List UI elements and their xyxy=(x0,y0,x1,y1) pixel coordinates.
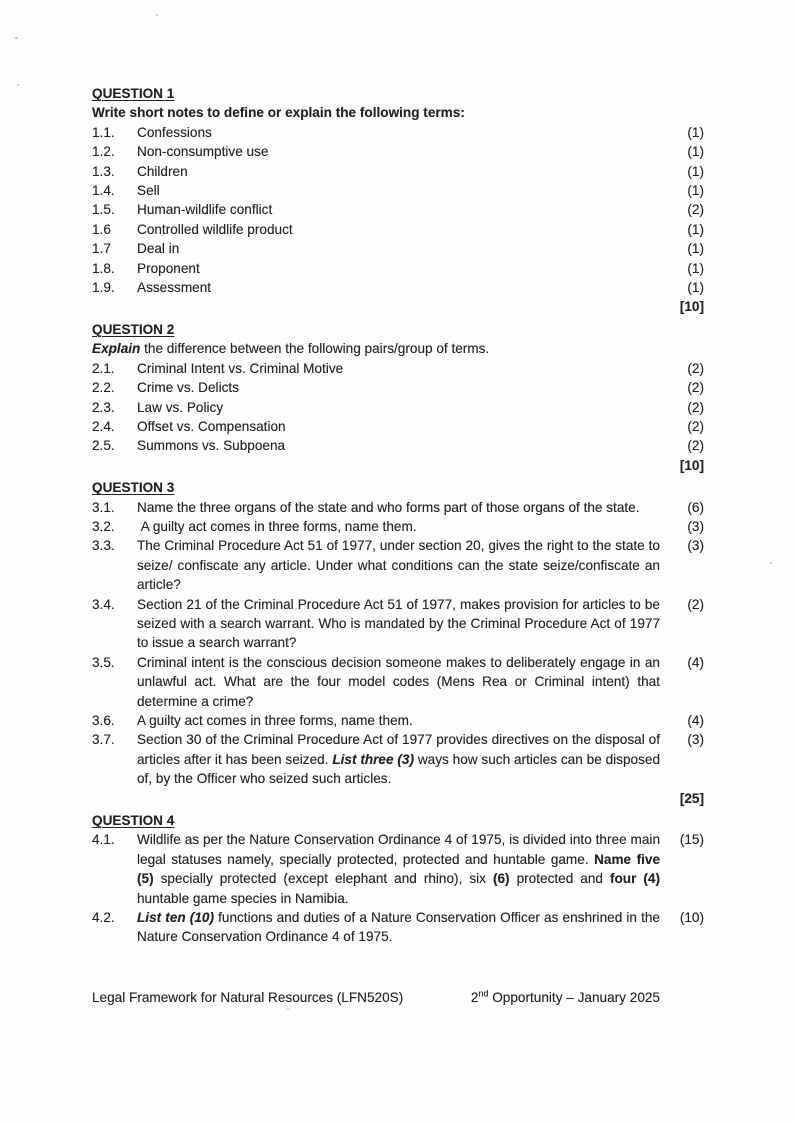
question-item xyxy=(92,359,704,378)
question-intro xyxy=(92,339,704,358)
text-run: specially protected (except elephant and rhino), six xyxy=(153,871,493,887)
question-total: [10] xyxy=(679,457,704,473)
text-run: huntable game species in Namibia. xyxy=(137,890,349,906)
question-heading: QUESTION 4 xyxy=(92,813,175,829)
item-marks: (2) xyxy=(687,399,704,415)
item-number: 4.2. xyxy=(92,910,115,926)
question-item xyxy=(92,181,704,200)
item-number: 1.8. xyxy=(92,260,115,276)
item-number: 3.4. xyxy=(92,596,115,612)
question-item xyxy=(92,378,704,397)
item-text xyxy=(137,830,660,908)
item-number: 1.3. xyxy=(92,163,115,179)
text-run: Section 21 of the Criminal Procedure Act 51 of 1977, makes provision for articles to be seized with a search warrant. Who is mandated by the Criminal Procedure Act of 1977 to issue a search warrant? xyxy=(137,596,660,651)
item-text xyxy=(137,908,660,947)
text-run: Controlled wildlife product xyxy=(137,221,293,237)
item-marks: (2) xyxy=(687,438,704,454)
item-marks: (2) xyxy=(687,202,704,218)
text-run: List three (3) xyxy=(332,751,415,767)
question-item xyxy=(92,653,704,711)
text-run: The Criminal Procedure Act 51 of 1977, under section 20, gives the right to the state to seize/ confiscate any article. Under what conditions can the state seize/confiscate an article? xyxy=(137,538,660,593)
question-item xyxy=(92,830,704,908)
question-item xyxy=(92,123,704,142)
text-run: the difference between the following pairs/group of terms. xyxy=(140,341,490,357)
item-text xyxy=(137,517,660,536)
item-marks: (1) xyxy=(687,221,704,237)
question-heading: QUESTION 1 xyxy=(92,86,175,101)
item-number: 3.2. xyxy=(92,518,115,534)
text-run: Explain xyxy=(92,341,141,357)
question-total: [10] xyxy=(679,299,704,315)
text-run: Offset vs. Compensation xyxy=(137,418,286,434)
text-run: Name the three organs of the state and who forms part of those organs of the state. xyxy=(137,499,640,515)
question-item xyxy=(92,730,704,788)
scan-artifact xyxy=(770,562,772,564)
text-run: ways how such articles can be disposed of, by the Officer who seized such articles. xyxy=(137,751,661,787)
text-run: protected and xyxy=(509,871,610,887)
footer-session-prefix: 2 xyxy=(470,990,479,1005)
item-text xyxy=(137,417,660,436)
text-run: (6) xyxy=(492,871,510,887)
footer-session-ordinal: nd xyxy=(478,988,489,999)
item-text xyxy=(137,162,660,181)
item-text xyxy=(137,278,660,297)
text-run: Sell xyxy=(137,183,160,199)
item-marks: (3) xyxy=(687,538,704,554)
item-number: 1.9. xyxy=(92,280,115,296)
item-marks: (1) xyxy=(687,124,704,140)
item-text xyxy=(137,536,660,594)
item-text xyxy=(137,142,660,161)
item-text xyxy=(137,398,660,417)
item-marks: (15) xyxy=(679,832,704,848)
item-number: 2.2. xyxy=(92,380,115,396)
item-number: 3.3. xyxy=(92,538,115,554)
item-marks: (3) xyxy=(687,732,704,748)
text-run: Confessions xyxy=(137,124,212,140)
text-run: Assessment xyxy=(137,280,212,296)
item-text xyxy=(137,359,660,378)
item-text xyxy=(137,498,660,517)
question-section xyxy=(92,84,704,317)
item-number: 2.1. xyxy=(92,360,115,376)
item-text xyxy=(137,220,660,239)
text-run: functions and duties of a Nature Conservation Officer as enshrined in the Nature Conservation Ordinance 4 of 1975. xyxy=(137,910,660,945)
item-number: 2.3. xyxy=(92,399,115,415)
text-run: four (4) xyxy=(609,871,660,887)
item-marks: (1) xyxy=(687,144,704,160)
text-run: Summons vs. Subpoena xyxy=(137,438,286,454)
question-item xyxy=(92,142,704,161)
item-marks: (2) xyxy=(687,360,704,376)
text-run: Criminal intent is the conscious decision someone makes to deliberately engage in an unlawful act. What are the four model codes (Mens Rea or Criminal intent) that determine a crime? xyxy=(137,654,660,709)
question-item xyxy=(92,278,704,297)
footer-course-code: Legal Framework for Natural Resources (LFN520S) xyxy=(92,990,404,1005)
footer-session-rest: Opportunity – January 2025 xyxy=(488,990,660,1005)
text-run: Human-wildlife conflict xyxy=(137,202,273,218)
item-marks: (1) xyxy=(687,260,704,276)
question-item xyxy=(92,417,704,436)
item-text xyxy=(137,730,660,788)
item-number: 1.1. xyxy=(92,124,115,140)
item-marks: (2) xyxy=(687,596,704,612)
question-section xyxy=(92,478,704,808)
text-run: Wildlife as per the Nature Conservation Ordinance 4 of 1975, is divided into three main legal statuses namely, specially protected, protected and huntable game. xyxy=(137,832,660,867)
text-run: Section 30 of the Criminal Procedure Act of 1977 provides directives on the disposal of articles after it has been seized. xyxy=(137,732,660,767)
item-number: 1.7 xyxy=(92,241,111,257)
item-marks: (4) xyxy=(687,654,704,670)
item-number: 1.6 xyxy=(92,221,111,237)
item-number: 3.5. xyxy=(92,654,115,670)
item-marks: (1) xyxy=(687,241,704,257)
item-number: 3.6. xyxy=(92,713,115,728)
text-run: Deal in xyxy=(137,241,180,257)
text-run: A guilty act comes in three forms, name them. xyxy=(137,713,413,728)
question-item xyxy=(92,536,704,594)
question-section xyxy=(92,811,704,947)
text-run: Law vs. Policy xyxy=(137,399,224,415)
item-text xyxy=(137,653,660,711)
questions xyxy=(92,84,704,947)
page-footer xyxy=(92,988,660,1007)
item-marks: (1) xyxy=(687,183,704,199)
item-number: 4.1. xyxy=(92,832,115,848)
item-text xyxy=(137,200,660,219)
item-marks: (6) xyxy=(687,499,704,515)
item-text xyxy=(137,239,660,258)
item-marks: (2) xyxy=(687,380,704,396)
text-run: Crime vs. Delicts xyxy=(137,380,239,396)
text-run: Name five (5) xyxy=(137,851,660,887)
question-section xyxy=(92,320,704,475)
item-text xyxy=(137,711,660,730)
text-run: Write short notes to define or explain the following terms: xyxy=(92,105,465,121)
text-run: List ten (10) xyxy=(137,910,214,926)
question-heading: QUESTION 2 xyxy=(92,321,175,337)
question-item xyxy=(92,908,704,947)
text-run: Children xyxy=(137,163,188,179)
question-item xyxy=(92,200,704,219)
question-item xyxy=(92,259,704,278)
question-item xyxy=(92,239,704,258)
item-number: 1.5. xyxy=(92,202,115,218)
text-run: A guilty act comes in three forms, name them. xyxy=(137,518,417,534)
item-text xyxy=(137,259,660,278)
question-item xyxy=(92,220,704,239)
item-number: 1.2. xyxy=(92,144,115,160)
item-text xyxy=(137,123,660,142)
item-marks: (1) xyxy=(687,280,704,296)
question-item xyxy=(92,595,704,653)
question-item xyxy=(92,162,704,181)
item-text xyxy=(137,436,660,455)
question-item xyxy=(92,711,704,730)
text-run: Proponent xyxy=(137,260,200,276)
scan-artifact xyxy=(286,1008,290,1010)
scan-artifact xyxy=(15,37,18,39)
question-item xyxy=(92,398,704,417)
item-text xyxy=(137,378,660,397)
text-run: Non-consumptive use xyxy=(137,144,269,160)
item-number: 3.7. xyxy=(92,732,115,748)
item-number: 2.5. xyxy=(92,438,115,454)
text-run: Criminal Intent vs. Criminal Motive xyxy=(137,360,344,376)
question-item xyxy=(92,517,704,536)
item-marks: (2) xyxy=(687,418,704,434)
item-marks: (3) xyxy=(687,518,704,534)
item-text xyxy=(137,181,660,200)
scan-artifact xyxy=(156,14,158,16)
item-marks: (10) xyxy=(679,910,704,926)
question-item xyxy=(92,498,704,517)
item-number: 2.4. xyxy=(92,418,115,434)
item-number: 1.4. xyxy=(92,183,115,199)
question-item xyxy=(92,436,704,455)
item-marks: (4) xyxy=(687,713,704,728)
footer-session xyxy=(471,988,660,1007)
item-marks: (1) xyxy=(687,163,704,179)
item-text xyxy=(137,595,660,653)
question-total: [25] xyxy=(679,790,704,806)
item-number: 3.1. xyxy=(92,499,115,515)
scan-artifact xyxy=(17,84,19,86)
question-intro xyxy=(92,103,704,122)
question-heading: QUESTION 3 xyxy=(92,480,175,496)
